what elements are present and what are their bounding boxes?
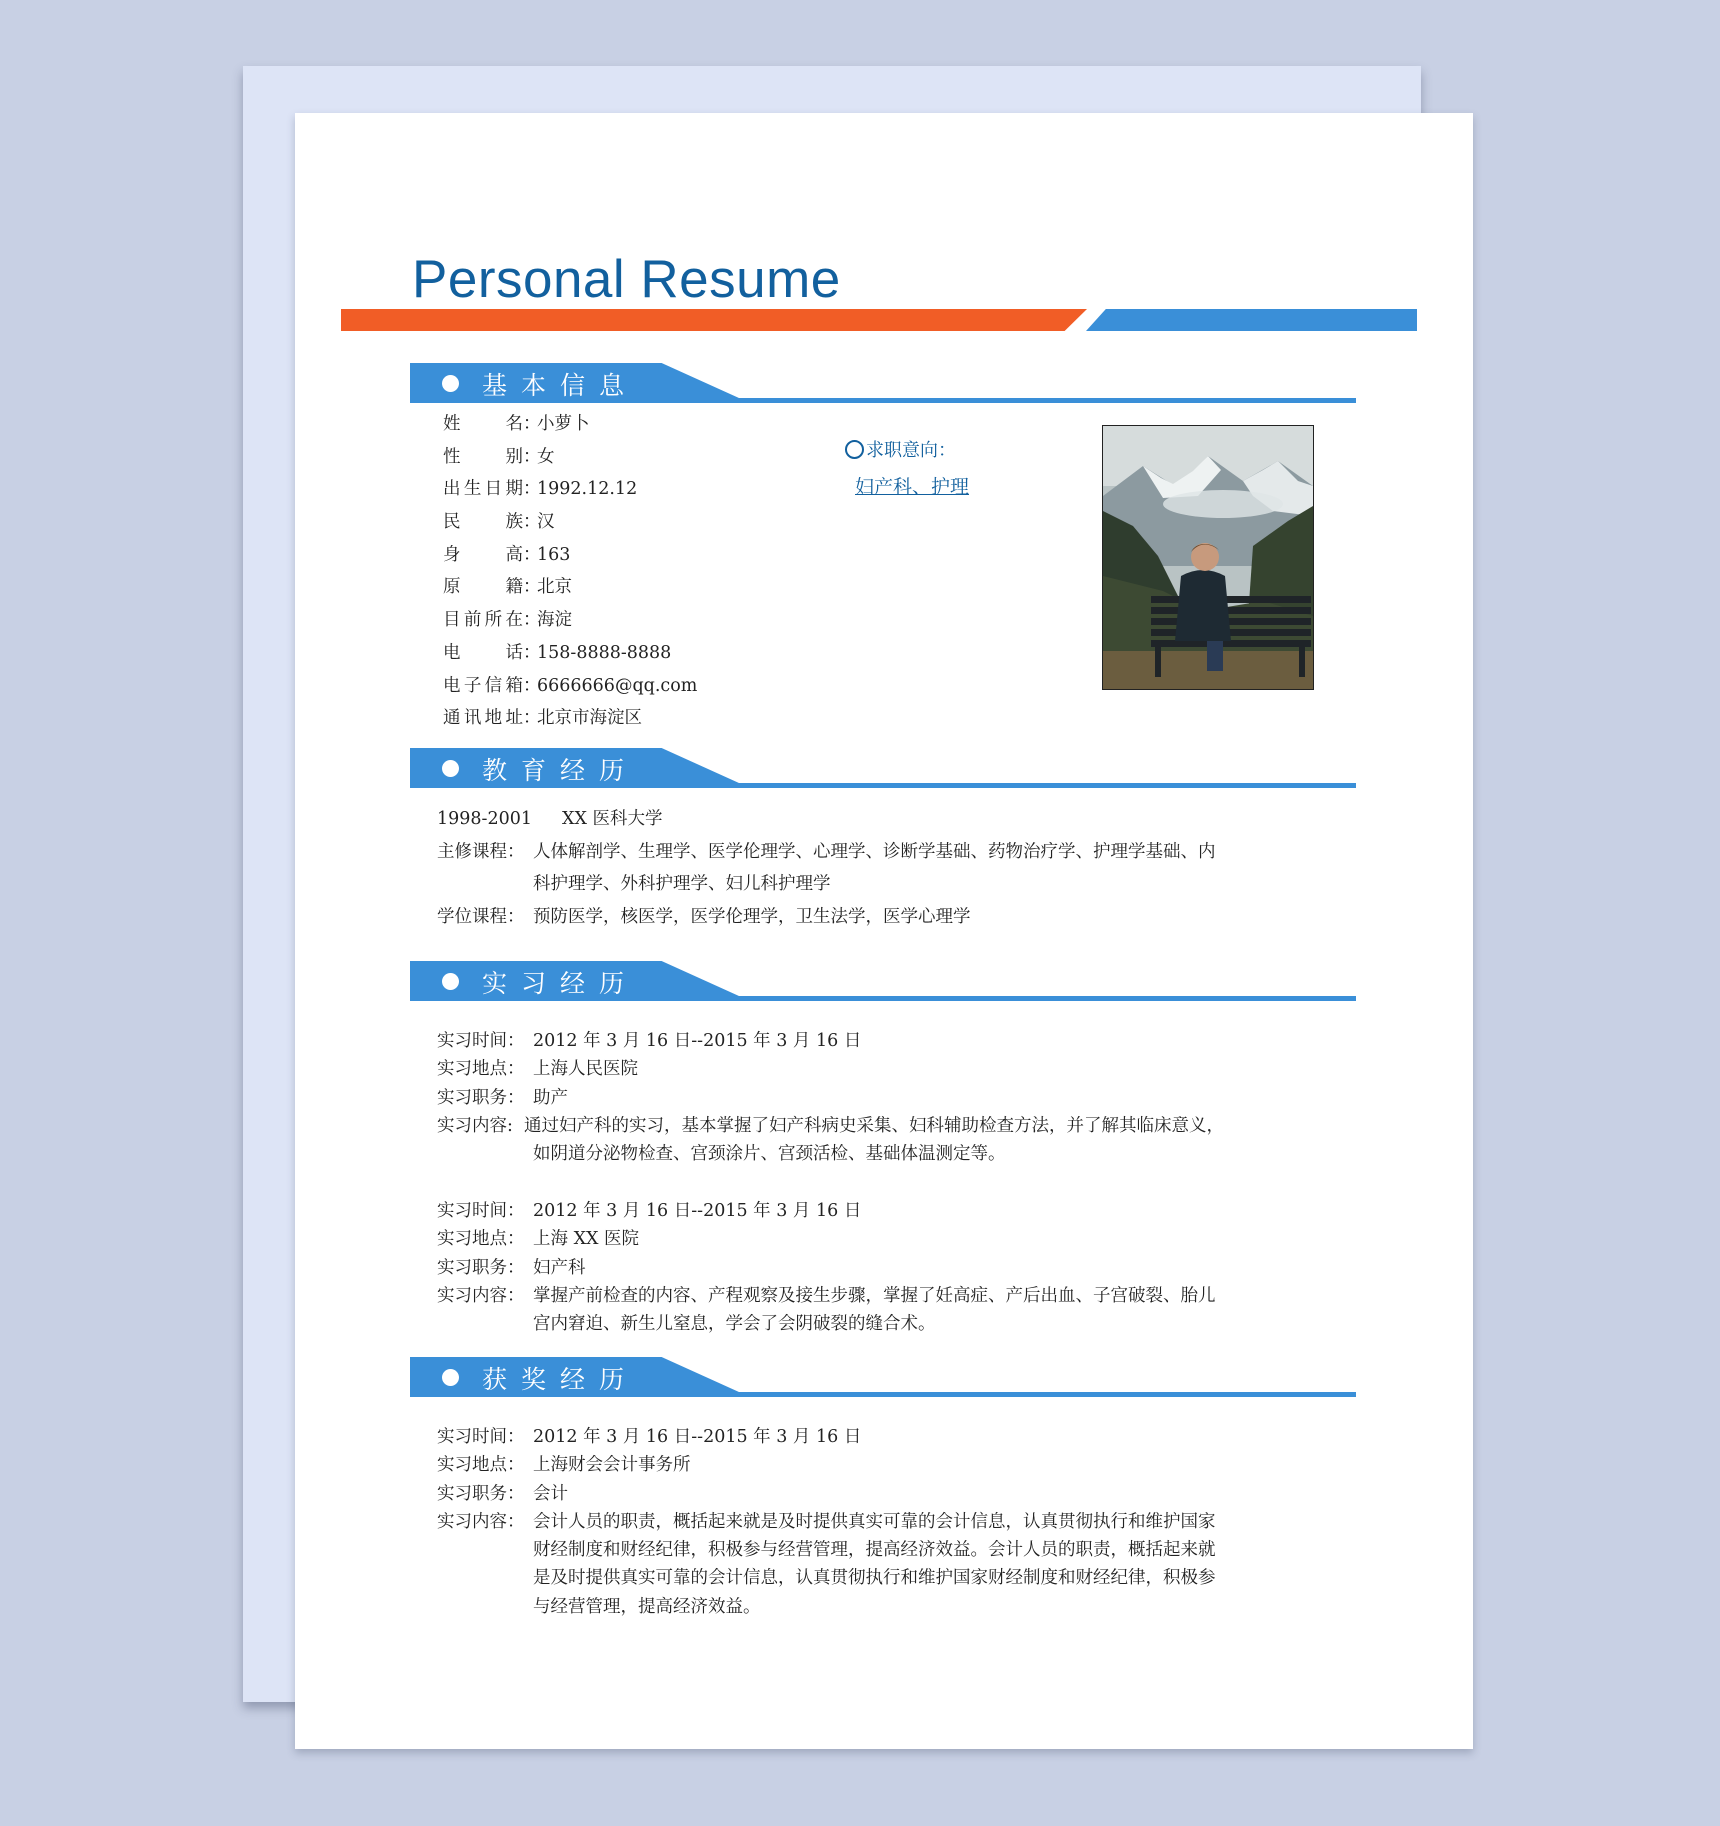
internship-entry-2: [437, 1197, 1216, 1338]
basic-info-list: [443, 408, 697, 735]
job-intent-label: 求职意向：: [866, 440, 956, 461]
awards-entry: [437, 1423, 1216, 1621]
internship-content-line2: 宫内窘迫、新生儿窒息，学会了会阴破裂的缝合术。: [533, 1314, 936, 1335]
internship-content-line1: 掌握产前检查的内容、产程观察及接生步骤，掌握了妊高症、产后出血、子宫破裂、胎儿: [533, 1285, 1216, 1306]
place-label: 实习地点：: [437, 1059, 525, 1080]
education-school: XX 医科大学: [562, 809, 663, 829]
awards-content-line3: 是及时提供真实可靠的会计信息，认真贯彻执行和维护国家财经制度和财经纪律，积极参: [533, 1568, 1216, 1589]
place-label: 实习地点：: [437, 1455, 525, 1476]
job-intent: [845, 436, 969, 499]
internship-content-line2: 如阴道分泌物检查、宫颈涂片、宫颈活检、基础体温测定等。: [533, 1144, 1006, 1165]
section-header-internship: [410, 961, 1356, 1001]
awards-content-line1: 会计人员的职责，概括起来就是及时提供真实可靠的会计信息，认真贯彻执行和维护国家: [533, 1511, 1216, 1532]
info-row-name: 姓名：小萝卜: [443, 414, 590, 434]
page-title: Personal Resume: [412, 250, 841, 309]
address-value: 北京市海淀区: [537, 708, 642, 729]
awards-time: 2012 年 3 月 16 日--2015 年 3 月 16 日: [533, 1427, 862, 1447]
info-row-address: 通讯地址：北京市海淀区: [443, 708, 642, 729]
info-row-origin: 原籍：北京: [443, 577, 572, 598]
awards-content-line2: 财经制度和财经纪律，积极参与经营管理，提高经济效益。会计人员的职责，概括起来就: [533, 1540, 1216, 1561]
info-row-phone: 电话：158-8888-8888: [443, 642, 672, 663]
ethnicity-value: 汉: [537, 512, 555, 533]
internship-role: 助产: [533, 1087, 568, 1108]
education-block: [437, 803, 1216, 933]
section-title-awards: 获奖经历: [482, 1365, 639, 1394]
role-label: 实习职务：: [437, 1257, 525, 1278]
birthdate-value: 1992.12.12: [537, 479, 638, 500]
major-courses-line1: 人体解剖学、生理学、医学伦理学、心理学、诊断学基础、药物治疗学、护理学基础、内: [533, 841, 1216, 862]
awards-role: 会计: [533, 1483, 568, 1504]
phone-value: 158-8888-8888: [537, 642, 672, 663]
location-value: 海淀: [537, 610, 572, 631]
time-label: 实习时间：: [437, 1427, 525, 1447]
info-row-birthdate: 出生日期：1992.12.12: [443, 479, 638, 500]
internship-place: 上海 XX 医院: [533, 1229, 640, 1250]
degree-courses: 预防医学，核医学，医学伦理学，卫生法学，医学心理学: [533, 906, 971, 927]
section-header-basic: [410, 363, 1356, 403]
bullet-dot-icon: [442, 973, 459, 990]
height-value: 163: [537, 544, 571, 565]
info-row-height: 身高：163: [443, 544, 571, 565]
section-header-education: [410, 748, 1356, 788]
bullet-dot-icon: [442, 760, 459, 777]
time-label: 实习时间：: [437, 1201, 525, 1221]
section-title-education: 教育经历: [482, 756, 639, 785]
origin-value: 北京: [537, 577, 572, 598]
internship-entry-1: [437, 1027, 1224, 1168]
circle-bullet-icon: [845, 440, 864, 459]
role-label: 实习职务：: [437, 1483, 525, 1504]
bullet-dot-icon: [442, 375, 459, 392]
awards-place: 上海财会会计事务所: [533, 1455, 691, 1476]
major-courses-line2: 科护理学、外科护理学、妇儿科护理学: [533, 874, 831, 895]
blue-header-bar: [1086, 309, 1417, 331]
internship-role: 妇产科: [533, 1257, 586, 1278]
place-label: 实习地点：: [437, 1229, 525, 1250]
education-school-row: [437, 803, 1216, 836]
info-row-ethnicity: 民族：汉: [443, 512, 555, 533]
major-label: 主修课程：: [437, 841, 525, 862]
degree-label: 学位课程：: [437, 906, 525, 927]
job-intent-value[interactable]: 妇产科、护理: [855, 476, 970, 498]
time-label: 实习时间：: [437, 1031, 525, 1051]
gender-value: 女: [537, 446, 555, 467]
orange-header-bar: [341, 309, 1087, 331]
section-title-basic: 基本信息: [482, 371, 639, 400]
resume-page: [295, 113, 1473, 1749]
education-degree-row: [437, 901, 1216, 934]
info-row-email: 电子信箱：6666666@qq.com: [443, 675, 698, 696]
name-value: 小萝卜: [537, 414, 590, 434]
email-value: 6666666@qq.com: [537, 675, 698, 696]
section-title-internship: 实习经历: [482, 969, 639, 998]
section-header-awards: [410, 1357, 1356, 1397]
internship-content-line1: 通过妇产科的实习，基本掌握了妇产科病史采集、妇科辅助检查方法，并了解其临床意义，: [524, 1115, 1224, 1136]
education-years: 1998-2001: [437, 809, 532, 829]
profile-photo-illustration: [1103, 426, 1313, 689]
content-label: 实习内容：: [437, 1285, 525, 1306]
content-label: 实习内容:: [437, 1115, 513, 1136]
internship-place: 上海人民医院: [533, 1059, 638, 1080]
info-row-location: 目前所在：海淀: [443, 610, 572, 631]
content-label: 实习内容：: [437, 1511, 525, 1532]
info-row-gender: 性别：女: [443, 446, 555, 467]
bullet-dot-icon: [442, 1369, 459, 1386]
internship-time: 2012 年 3 月 16 日--2015 年 3 月 16 日: [533, 1201, 862, 1221]
role-label: 实习职务：: [437, 1087, 525, 1108]
awards-content-line4: 与经营管理，提高经济效益。: [533, 1596, 761, 1617]
internship-time: 2012 年 3 月 16 日--2015 年 3 月 16 日: [533, 1031, 862, 1051]
profile-photo: [1102, 425, 1314, 690]
education-major-row: [437, 836, 1216, 869]
